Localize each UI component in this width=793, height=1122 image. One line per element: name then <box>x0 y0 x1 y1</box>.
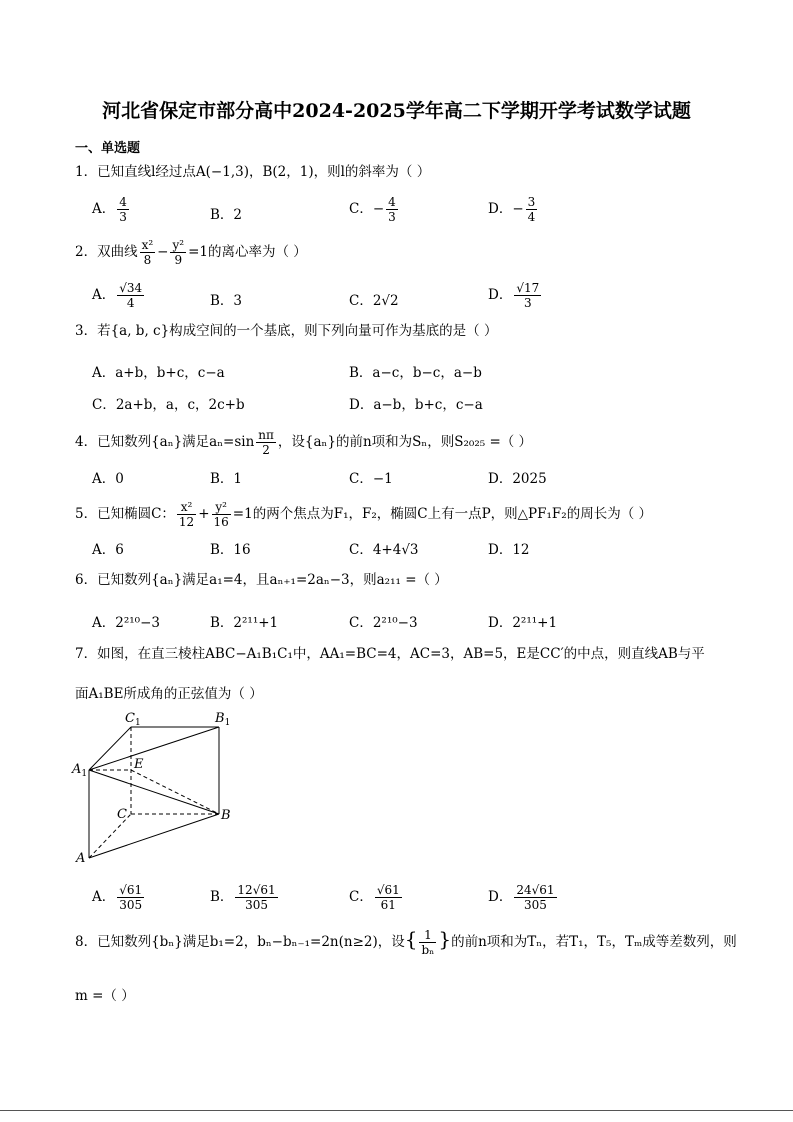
section-heading: 一、单选题 <box>75 141 141 156</box>
q2-option-b[interactable]: B．3 <box>210 293 243 309</box>
label-c: C <box>117 807 127 822</box>
q8-post: 的前n项和为Tₙ，若T₁，T₅，Tₘ成等差数列，则 <box>451 934 737 950</box>
label-b: B <box>221 808 231 823</box>
q1-d-label: D．− <box>488 201 524 217</box>
q7-stem-line1: 7．如图，在直三棱柱ABC−A₁B₁C₁中，AA₁=BC=4，AC=3，AB=5，E是CC′的中点，则直线AB与平 <box>75 646 705 662</box>
q2-d-label: D． <box>488 287 513 303</box>
q1-d-frac: $\frac{3}{4}$ <box>527 195 536 224</box>
q7-d-label: D． <box>488 889 513 905</box>
q6-stem: 6．已知数列{aₙ}满足a₁=4，且aₙ₊₁=2aₙ−3，则a₂₁₁ =（ ） <box>75 572 448 588</box>
q2-option-c[interactable]: C．2√2 <box>349 293 399 309</box>
q2-post: =1的离心率为（ ） <box>188 244 307 260</box>
q6-option-a[interactable]: A．2²¹⁰−3 <box>92 615 160 631</box>
q7-c-label: C． <box>349 889 373 905</box>
q5-option-d[interactable]: D．12 <box>488 542 530 558</box>
q2-frac2: $\frac{\text{y²}}{9}$ <box>172 238 185 267</box>
label-c1: $C_1$ <box>125 711 141 728</box>
q3-option-c[interactable]: C．2a+b，a，c，2c+b <box>92 397 245 413</box>
q1-option-b[interactable]: B．2 <box>210 207 243 223</box>
q7-option-d[interactable] <box>488 883 559 912</box>
q7-option-c[interactable] <box>349 883 404 912</box>
q7-a-label: A． <box>92 889 116 905</box>
q4-option-c[interactable]: C．−1 <box>349 471 393 487</box>
q6-option-d[interactable]: D．2²¹¹+1 <box>488 615 558 631</box>
page-bottom-rule <box>0 1110 793 1111</box>
q2-pre: 2．双曲线 <box>75 244 138 260</box>
q1-option-c[interactable] <box>349 195 400 224</box>
q4-frac: $\frac{n\pi}{2}$ <box>258 428 274 457</box>
q1-c-label: C．− <box>349 201 385 217</box>
q5-frac1: $\frac{\text{x²}}{12}$ <box>178 500 195 529</box>
q4-option-d[interactable]: D．2025 <box>488 471 547 487</box>
q1-c-frac: $\frac{4}{3}$ <box>388 195 396 224</box>
q5-frac2: $\frac{\text{y²}}{16}$ <box>213 500 229 529</box>
q4-option-a[interactable]: A．0 <box>92 471 124 487</box>
label-a1: $A_1$ <box>72 762 88 779</box>
q4-stem <box>75 428 532 457</box>
q2-stem: 2．双曲线 $\frac{\text{x²}}{8}$ − $\frac{\text{y²}}{9}$ =1的离心率为（ ） <box>75 238 307 267</box>
q1-a-label: A． <box>92 201 116 217</box>
q7-option-b[interactable] <box>210 883 280 912</box>
q1-a-frac: $\frac{4}{3}$ <box>119 195 127 224</box>
q4-option-b[interactable]: B．1 <box>210 471 243 487</box>
prism-diagram <box>70 708 250 868</box>
q4-pre: 4．已知数列{aₙ}满足aₙ=sin <box>75 434 255 450</box>
q7-c-frac: $\frac{√61}{61}$ <box>376 883 400 912</box>
q7-a-frac: $\frac{√61}{305}$ <box>119 883 143 912</box>
q7-b-frac: $\frac{12√61}{305}$ <box>237 883 276 912</box>
q4-post: ，设{aₙ}的前n项和为Sₙ，则S₂₀₂₅ =（ ） <box>277 434 533 450</box>
q2-option-d[interactable] <box>488 281 543 310</box>
q5-option-a[interactable]: A．6 <box>92 542 124 558</box>
q2-frac1: $\frac{\text{x²}}{8}$ <box>141 238 154 267</box>
q3-option-d[interactable]: D．a−b，b+c，c−a <box>349 397 483 413</box>
q8-stem: 8．已知数列{bₙ}满足b₁=2，bₙ−bₙ₋₁=2n(n≥2)，设{ $\frac{1}{\text{bₙ}}$ }的前n项和为Tₙ，若T₁，T₅，Tₘ成等差数列，则 <box>75 927 737 957</box>
q2-option-a[interactable] <box>92 281 146 310</box>
q1-option-a[interactable] <box>92 195 131 224</box>
q1-option-d[interactable] <box>488 195 539 224</box>
q6-option-b[interactable]: B．2²¹¹+1 <box>210 615 279 631</box>
q7-d-frac: $\frac{24√61}{305}$ <box>516 883 555 912</box>
q3-stem: 3．若{a, b, c}构成空间的一个基底，则下列向量可作为基底的是（ ） <box>75 323 498 339</box>
q3-option-a[interactable]: A．a+b，b+c，c−a <box>92 365 225 381</box>
q1-stem: 1．已知直线l经过点A(−1,3)，B(2，1)，则l的斜率为（ ） <box>75 164 431 180</box>
q3-option-b[interactable]: B．a−c，b−c，a−b <box>349 365 482 381</box>
q7-stem-line2: 面A₁BE所成角的正弦值为（ ） <box>75 686 263 702</box>
q6-option-c[interactable]: C．2²¹⁰−3 <box>349 615 418 631</box>
q2-a-label: A． <box>92 287 116 303</box>
q5-option-c[interactable]: C．4+4√3 <box>349 542 419 558</box>
q8-stem-line2: m =（ ） <box>75 988 135 1004</box>
q2-d-frac: $\frac{√17}{3}$ <box>516 281 540 310</box>
label-e: E <box>134 757 144 772</box>
q7-b-label: B． <box>210 889 234 905</box>
q7-option-a[interactable] <box>92 883 146 912</box>
label-b1: $B_1$ <box>215 711 231 728</box>
q8-pre: 8．已知数列{bₙ}满足b₁=2，bₙ−bₙ₋₁=2n(n≥2)，设 <box>75 934 405 950</box>
q5-pre: 5．已知椭圆C： <box>75 506 175 522</box>
q8-frac: $\frac{1}{\text{bₙ}}$ <box>421 928 435 957</box>
page-title: 河北省保定市部分高中2024-2025学年高二下学期开学考试数学试题 <box>102 100 691 122</box>
q5-post: =1的两个焦点为F₁，F₂，椭圆C上有一点P，则△PF₁F₂的周长为（ ） <box>232 506 652 522</box>
q5-stem: 5．已知椭圆C： $\frac{\text{x²}}{12}$ + $\frac{\text{y²}}{16}$ =1的两个焦点为F₁，F₂，椭圆C上有一点P，则△PF₁F₂的周长为（ ） <box>75 500 652 529</box>
label-a: A <box>76 851 86 866</box>
q5-option-b[interactable]: B．16 <box>210 542 251 558</box>
q2-a-frac: $\frac{√34}{4}$ <box>119 281 143 310</box>
